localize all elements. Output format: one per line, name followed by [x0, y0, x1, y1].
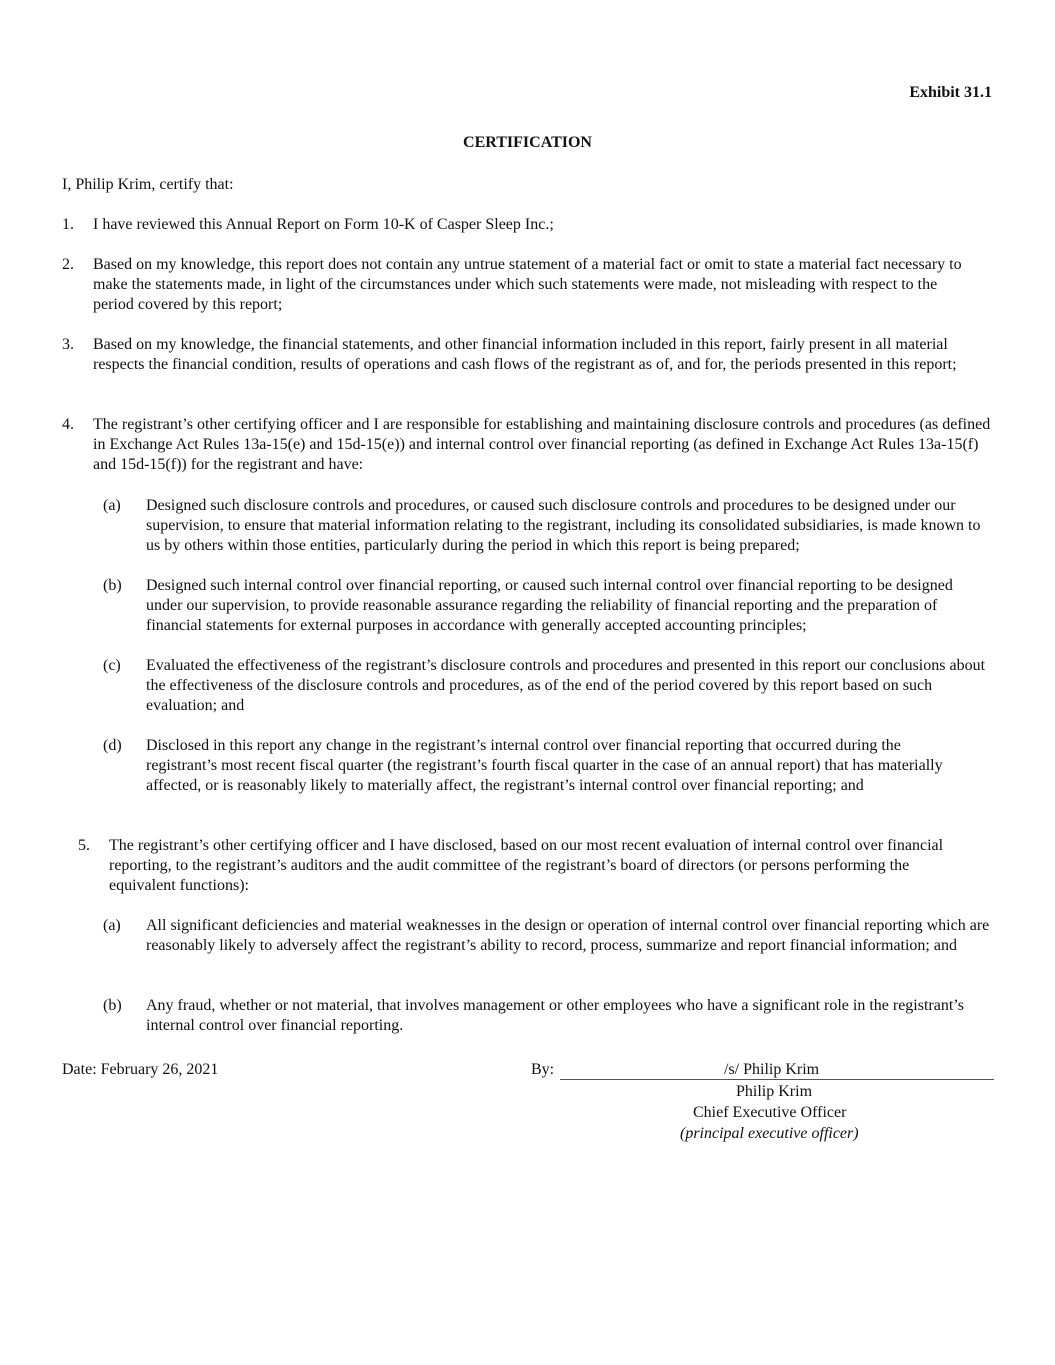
sub-list-item [103, 916, 994, 976]
item-number: (a) [103, 497, 121, 514]
item-text: Disclosed in this report any change in the registrant’s internal control over financial reporting that occurred during the registrant’s most recent fiscal quarter (the registrant’s fourth fiscal quarter in the case of an annual report) that has materially affected, or is reasonably likely to materially affect, the registrant’s internal control over financial reporting; and [146, 737, 943, 794]
item-text: Based on my knowledge, the financial statements, and other financial information included in this report, fairly present in all material respects the financial condition, results of operations and cash flows of the registrant as of, and for, the periods presented in this report; [93, 336, 957, 373]
item-text: All significant deficiencies and material weaknesses in the design or operation of internal control over financial reporting which are reasonably likely to adversely affect the registrant’s ability to record, process, summarize and report financial information; and [146, 917, 990, 954]
item-text: The registrant’s other certifying officer and I are responsible for establishing and maintaining disclosure controls and procedures (as defined in Exchange Act Rules 13a-15(e) and 15d-15(e)) and internal control over financial reporting (as defined in Exchange Act Rules 13a-15(f) and 15d-15(f)) for the registrant and have: [93, 416, 991, 473]
exhibit-label: Exhibit 31.1 [909, 84, 992, 101]
item-text: Any fraud, whether or not material, that involves management or other employees who have a significant role in the registrant’s internal control over financial reporting. [146, 997, 964, 1034]
item-text: Designed such internal control over financial reporting, or caused such internal control over financial reporting to be designed under our supervision, to provide reasonable assurance regarding the reliability of financial reporting and the preparation of financial statements for external purposes in accordance with generally accepted accounting principles; [146, 577, 953, 634]
list-item [62, 215, 994, 235]
document-title: CERTIFICATION [463, 134, 592, 151]
item-text: Evaluated the effectiveness of the registrant’s disclosure controls and procedures and presented in this report our conclusions about the effectiveness of the disclosure controls and procedures, as of the end of the period covered by this report based on such evaluation; and [146, 657, 986, 714]
item-number: (c) [103, 657, 121, 674]
signer-title: Chief Executive Officer [693, 1104, 847, 1121]
by-label: By: [531, 1061, 555, 1078]
list-item [78, 836, 994, 896]
item-number: (b) [103, 997, 122, 1014]
sub-list-item [103, 576, 994, 636]
signer-role-note: (principal executive officer) [680, 1125, 859, 1142]
signer-name: Philip Krim [736, 1083, 813, 1100]
item-number: (a) [103, 917, 121, 934]
sub-list-item [103, 736, 994, 816]
item-number: 1. [62, 216, 74, 233]
item-text: Based on my knowledge, this report does not contain any untrue statement of a material fact or omit to state a material fact necessary to make the statements made, in light of the circumstances under which such statements were made, not misleading with respect to the period covered by this report; [93, 256, 962, 313]
item-number: 4. [62, 416, 74, 433]
item-text: The registrant’s other certifying officer and I have disclosed, based on our most recent evaluation of internal control over financial reporting, to the registrant’s auditors and the audit committee of the registrant’s board of directors (or persons performing the equivalent functions): [109, 837, 944, 894]
item-number: 5. [78, 837, 90, 854]
item-number: (d) [103, 737, 122, 754]
sub-list-item [103, 656, 994, 716]
signature: /s/ Philip Krim [724, 1061, 820, 1078]
item-number: 2. [62, 256, 74, 273]
date-line: Date: February 26, 2021 [62, 1061, 219, 1078]
list-item [62, 255, 994, 315]
item-text: I have reviewed this Annual Report on Form 10-K of Casper Sleep Inc.; [93, 216, 554, 233]
sub-list-item [103, 996, 994, 1036]
list-item [62, 415, 994, 475]
item-number: (b) [103, 577, 122, 594]
sub-list-item [103, 496, 994, 556]
item-text: Designed such disclosure controls and procedures, or caused such disclosure controls and procedures to be designed under our supervision, to ensure that material information relating to the registrant, including its consolidated subsidiaries, is made known to us by others within those entities, particularly during the period in which this report is being prepared; [146, 497, 981, 554]
intro-statement: I, Philip Krim, certify that: [62, 176, 234, 193]
item-number: 3. [62, 336, 74, 353]
list-item [62, 335, 994, 395]
